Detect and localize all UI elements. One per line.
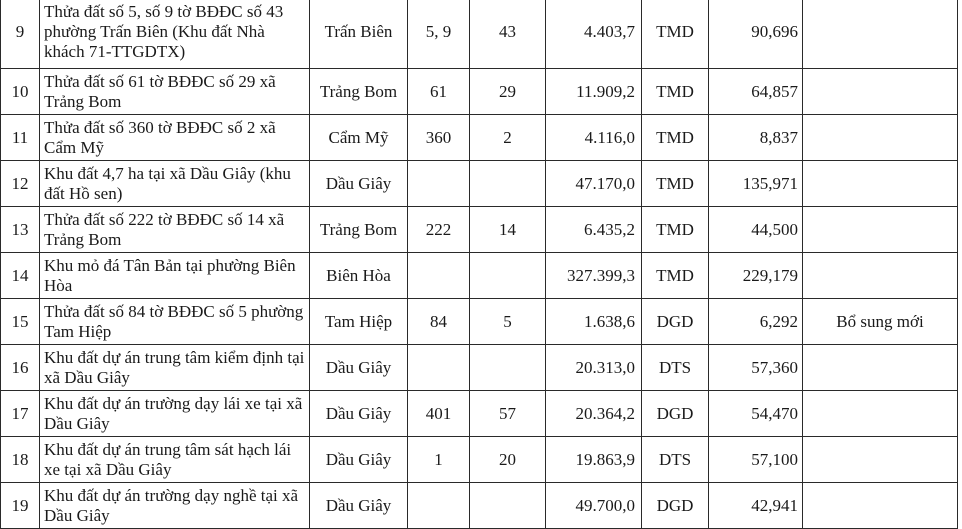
plot-number: 1	[408, 437, 470, 483]
parcel-area: 4.116,0	[546, 115, 642, 161]
parcel-note	[803, 115, 958, 161]
row-number: 10	[1, 69, 40, 115]
row-number: 16	[1, 345, 40, 391]
table-row	[1, 437, 958, 483]
parcel-location: Dầu Giây	[310, 391, 408, 437]
parcel-value: 64,857	[709, 69, 803, 115]
map-sheet-number: 57	[470, 391, 546, 437]
parcel-name: Khu đất 4,7 ha tại xã Dầu Giây (khu đất Hồ sen)	[40, 161, 310, 207]
plot-number	[408, 483, 470, 529]
parcel-location: Tam Hiệp	[310, 299, 408, 345]
parcel-note	[803, 437, 958, 483]
parcel-location: Dầu Giây	[310, 161, 408, 207]
table-row	[1, 161, 958, 207]
parcel-name: Khu đất dự án trung tâm kiểm định tại xã Dầu Giây	[40, 345, 310, 391]
parcel-note	[803, 391, 958, 437]
plot-number	[408, 161, 470, 207]
parcel-name: Khu đất dự án trường dạy nghề tại xã Dầu Giây	[40, 483, 310, 529]
parcel-note	[803, 345, 958, 391]
row-number: 11	[1, 115, 40, 161]
land-use-type: TMD	[642, 69, 709, 115]
parcel-name: Khu mỏ đá Tân Bản tại phường Biên Hòa	[40, 253, 310, 299]
plot-number	[408, 345, 470, 391]
parcel-area: 4.403,7	[546, 0, 642, 69]
parcel-value: 8,837	[709, 115, 803, 161]
plot-number: 401	[408, 391, 470, 437]
land-use-type: TMD	[642, 115, 709, 161]
row-number: 12	[1, 161, 40, 207]
table-row	[1, 391, 958, 437]
map-sheet-number: 29	[470, 69, 546, 115]
plot-number	[408, 253, 470, 299]
parcel-location: Cẩm Mỹ	[310, 115, 408, 161]
parcel-note: Bổ sung mới	[803, 299, 958, 345]
parcel-name: Thửa đất số 61 tờ BĐĐC số 29 xã Trảng Bom	[40, 69, 310, 115]
table-row	[1, 207, 958, 253]
parcel-name: Thửa đất số 222 tờ BĐĐC số 14 xã Trảng Bom	[40, 207, 310, 253]
map-sheet-number	[470, 161, 546, 207]
parcel-value: 42,941	[709, 483, 803, 529]
table-row	[1, 483, 958, 529]
parcel-location: Trấn Biên	[310, 0, 408, 69]
parcel-name: Thửa đất số 360 tờ BĐĐC số 2 xã Cẩm Mỹ	[40, 115, 310, 161]
map-sheet-number: 5	[470, 299, 546, 345]
map-sheet-number	[470, 483, 546, 529]
parcel-area: 20.364,2	[546, 391, 642, 437]
parcel-location: Dầu Giây	[310, 483, 408, 529]
map-sheet-number: 14	[470, 207, 546, 253]
land-use-type: TMD	[642, 0, 709, 69]
parcel-value: 44,500	[709, 207, 803, 253]
table-row	[1, 115, 958, 161]
table-row	[1, 345, 958, 391]
land-use-type: DTS	[642, 345, 709, 391]
parcel-note	[803, 253, 958, 299]
row-number: 19	[1, 483, 40, 529]
land-use-type: TMD	[642, 161, 709, 207]
parcel-area: 327.399,3	[546, 253, 642, 299]
table-body	[1, 0, 958, 529]
row-number: 14	[1, 253, 40, 299]
parcel-value: 135,971	[709, 161, 803, 207]
parcel-value: 6,292	[709, 299, 803, 345]
map-sheet-number	[470, 345, 546, 391]
parcel-note	[803, 0, 958, 69]
plot-number: 360	[408, 115, 470, 161]
row-number: 18	[1, 437, 40, 483]
row-number: 17	[1, 391, 40, 437]
table-row	[1, 299, 958, 345]
map-sheet-number: 2	[470, 115, 546, 161]
parcel-value: 57,100	[709, 437, 803, 483]
parcel-note	[803, 483, 958, 529]
parcel-location: Trảng Bom	[310, 69, 408, 115]
parcel-value: 57,360	[709, 345, 803, 391]
plot-number: 84	[408, 299, 470, 345]
parcel-name: Thửa đất số 84 tờ BĐĐC số 5 phường Tam Hiệp	[40, 299, 310, 345]
plot-number: 5, 9	[408, 0, 470, 69]
parcel-area: 49.700,0	[546, 483, 642, 529]
map-sheet-number	[470, 253, 546, 299]
row-number: 13	[1, 207, 40, 253]
parcel-area: 19.863,9	[546, 437, 642, 483]
parcel-location: Biên Hòa	[310, 253, 408, 299]
row-number: 9	[1, 0, 40, 69]
table-row	[1, 253, 958, 299]
parcel-area: 1.638,6	[546, 299, 642, 345]
land-use-type: DGD	[642, 483, 709, 529]
parcel-note	[803, 207, 958, 253]
parcel-value: 90,696	[709, 0, 803, 69]
land-use-type: DGD	[642, 391, 709, 437]
parcel-value: 54,470	[709, 391, 803, 437]
parcel-area: 20.313,0	[546, 345, 642, 391]
parcel-area: 6.435,2	[546, 207, 642, 253]
parcel-name: Thửa đất số 5, số 9 tờ BĐĐC số 43 phường Trấn Biên (Khu đất Nhà khách 71-TTGDTX)	[40, 0, 310, 69]
parcel-note	[803, 69, 958, 115]
map-sheet-number: 20	[470, 437, 546, 483]
parcel-value: 229,179	[709, 253, 803, 299]
parcel-name: Khu đất dự án trường dạy lái xe tại xã Dầu Giây	[40, 391, 310, 437]
land-use-type: TMD	[642, 253, 709, 299]
parcel-note	[803, 161, 958, 207]
plot-number: 61	[408, 69, 470, 115]
parcel-location: Dầu Giây	[310, 345, 408, 391]
table-row	[1, 69, 958, 115]
map-sheet-number: 43	[470, 0, 546, 69]
parcel-location: Trảng Bom	[310, 207, 408, 253]
parcel-location: Dầu Giây	[310, 437, 408, 483]
land-use-type: DTS	[642, 437, 709, 483]
row-number: 15	[1, 299, 40, 345]
plot-number: 222	[408, 207, 470, 253]
parcel-area: 11.909,2	[546, 69, 642, 115]
parcel-area: 47.170,0	[546, 161, 642, 207]
land-use-type: TMD	[642, 207, 709, 253]
table-row	[1, 0, 958, 69]
parcel-name: Khu đất dự án trung tâm sát hạch lái xe tại xã Dầu Giây	[40, 437, 310, 483]
land-use-type: DGD	[642, 299, 709, 345]
